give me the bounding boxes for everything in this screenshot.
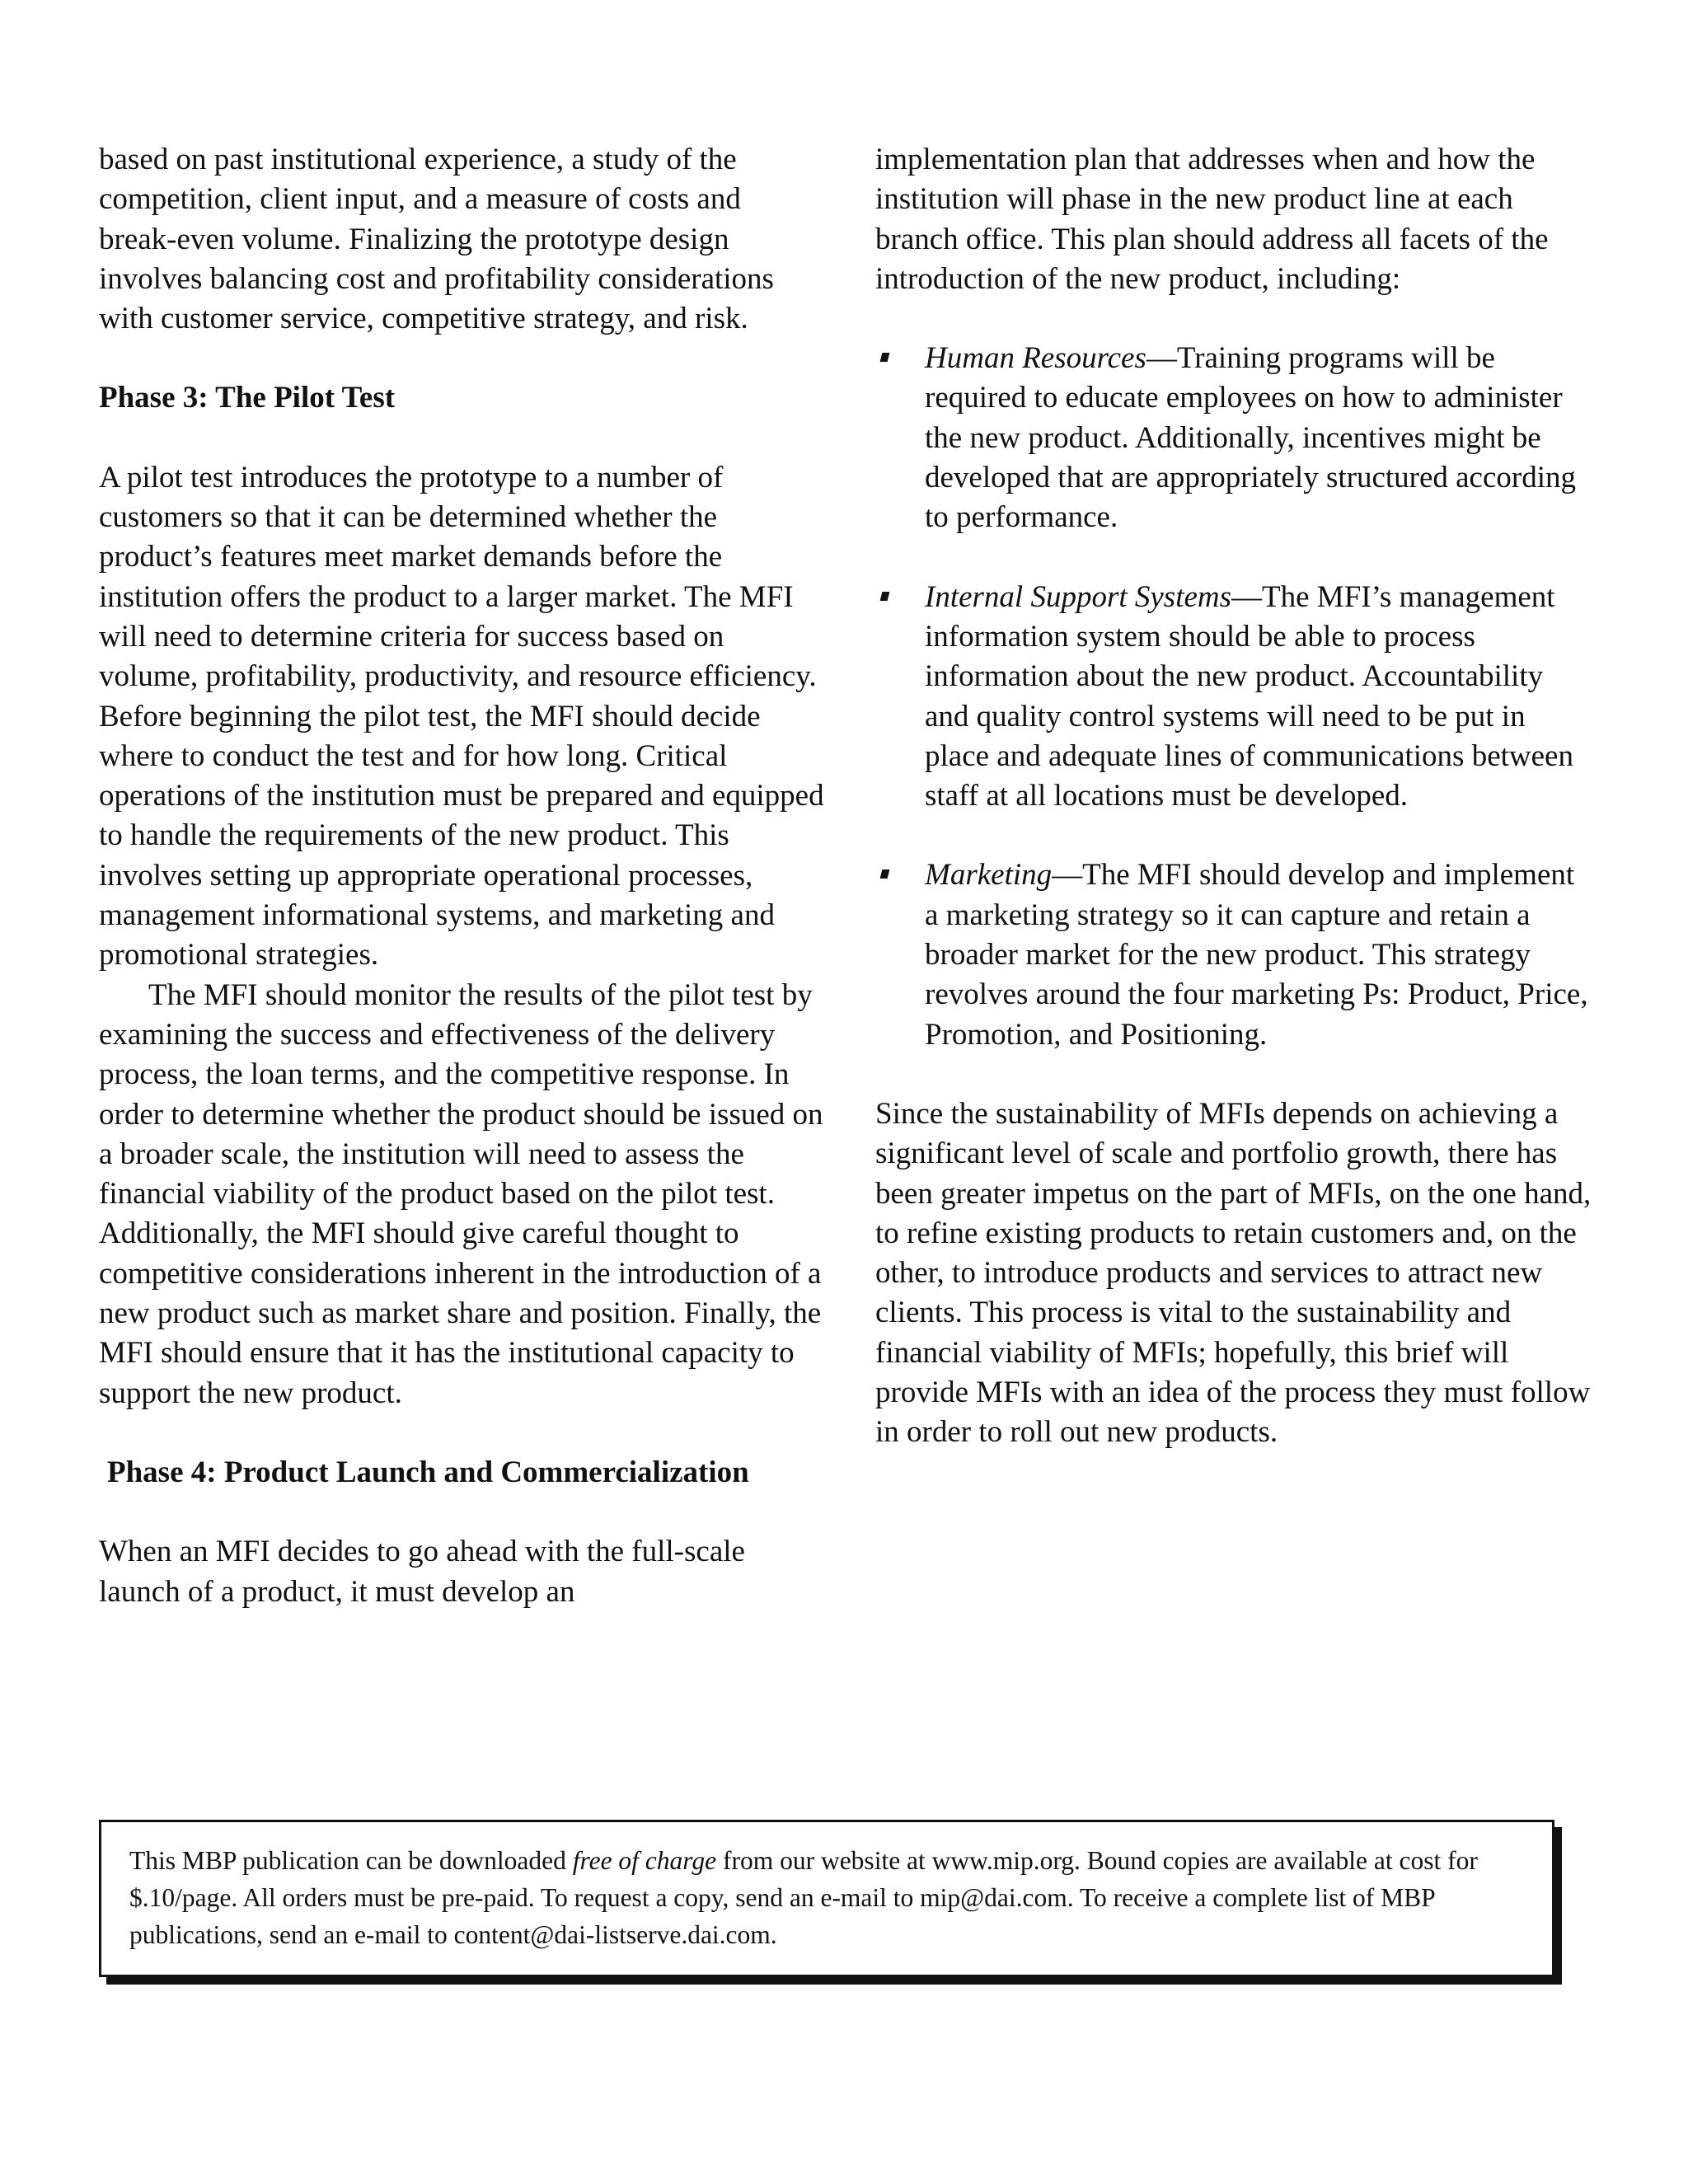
bullet-term: Internal Support Systems [925, 579, 1232, 614]
right-column [875, 140, 1592, 1453]
bullet-term: Human Resources [925, 341, 1146, 376]
notice-text-end: from our website at www.mip.org. Bound copies are available at cost for $.10/page. All orders must be pre-paid. To request a copy, send an e-mail to mip@dai.com. To receive a complete list of MBP publications, send an e-mail to content@dai-listserve.dai.com. [129, 1846, 1478, 1949]
notice-text-start: This MBP publication can be downloaded [129, 1846, 573, 1875]
publication-notice-box [99, 1820, 1554, 1977]
square-bullet-icon [880, 592, 890, 601]
phase4-paragraph: When an MFI decides to go ahead with the full-scale launch of a product, it must develop an [99, 1535, 745, 1609]
phase3-paragraph-1: A pilot test introduces the prototype to a number of customers so that it can be determined whether the product’s features meet market demands before the institution offers the product to a larger market. The MFI will need to determine criteria for success based on volume, profitability, productivity, and resource efficiency. Before beginning the pilot test, the MFI should decide where to conduct the test and for how long. Critical operations of the institution must be prepared and equipped to handle the requirements of the new product. This involves setting up appropriate operational processes, management informational systems, and marketing and promotional strategies. [99, 460, 824, 972]
bullet-term: Marketing [925, 858, 1053, 893]
continuation-paragraph: implementation plan that addresses when and how the institution will phase in the new product line at each branch office. This plan should address all facets of the introduction of the new product, including: [875, 143, 1549, 296]
free-of-charge-text: free of charge [572, 1846, 717, 1875]
list-item [875, 339, 1592, 537]
closing-paragraph: Since the sustainability of MFIs depends on achieving a significant level of scale and portfolio growth, there has been greater impetus on the part of MFIs, on the one hand, to refine existing products to retain customers and, on the other, to introduce products and services to attract new clients. This process is vital to the sustainability and financial viability of MFIs; hopefully, this brief will provide MFIs with an idea of the process they must follow in order to roll out new products. [875, 1096, 1592, 1450]
bullet-list [875, 339, 1592, 1055]
square-bullet-icon [880, 353, 890, 362]
left-column [99, 140, 824, 1612]
intro-paragraph: based on past institutional experience, a study of the competition, client input, and a measure of costs and break-even volume. Finalizing the prototype design involves balancing cost and profitability considerations with customer service, competitive strategy, and risk. [99, 143, 774, 336]
list-item [875, 855, 1592, 1054]
phase4-heading: Phase 4: Product Launch and Commercialization [107, 1455, 749, 1489]
bullet-text: —The MFI should develop and implement a marketing strategy so it can capture and retain a broader market for the new product. This strategy revolves around the four marketing Ps: Product, Price, Promotion, and Positioning. [925, 858, 1588, 1052]
publication-notice [129, 1842, 1524, 1953]
bullet-text: —Training programs will be required to educate employees on how to administer the new product. Additionally, incentives might be developed that are appropriately structured according to performance. [925, 341, 1577, 535]
phase3-paragraph-2: The MFI should monitor the results of the pilot test by examining the success and effectiveness of the delivery process, the loan terms, and the competitive response. In order to determine whether the product should be issued on a broader scale, the institution will need to assess the financial viability of the product based on the pilot test. Additionally, the MFI should give careful thought to competitive considerations inherent in the introduction of a new product such as market share and position. Finally, the MFI should ensure that it has the institutional capacity to support the new product. [99, 977, 823, 1410]
square-bullet-icon [880, 869, 890, 879]
list-item [875, 578, 1592, 817]
bullet-text: —The MFI’s management information system should be able to process information about the new product. Accountability and quality control systems will need to be put in place and adequate lines of communications between staff at all locations must be developed. [925, 579, 1573, 813]
phase3-heading: Phase 3: The Pilot Test [99, 381, 396, 415]
